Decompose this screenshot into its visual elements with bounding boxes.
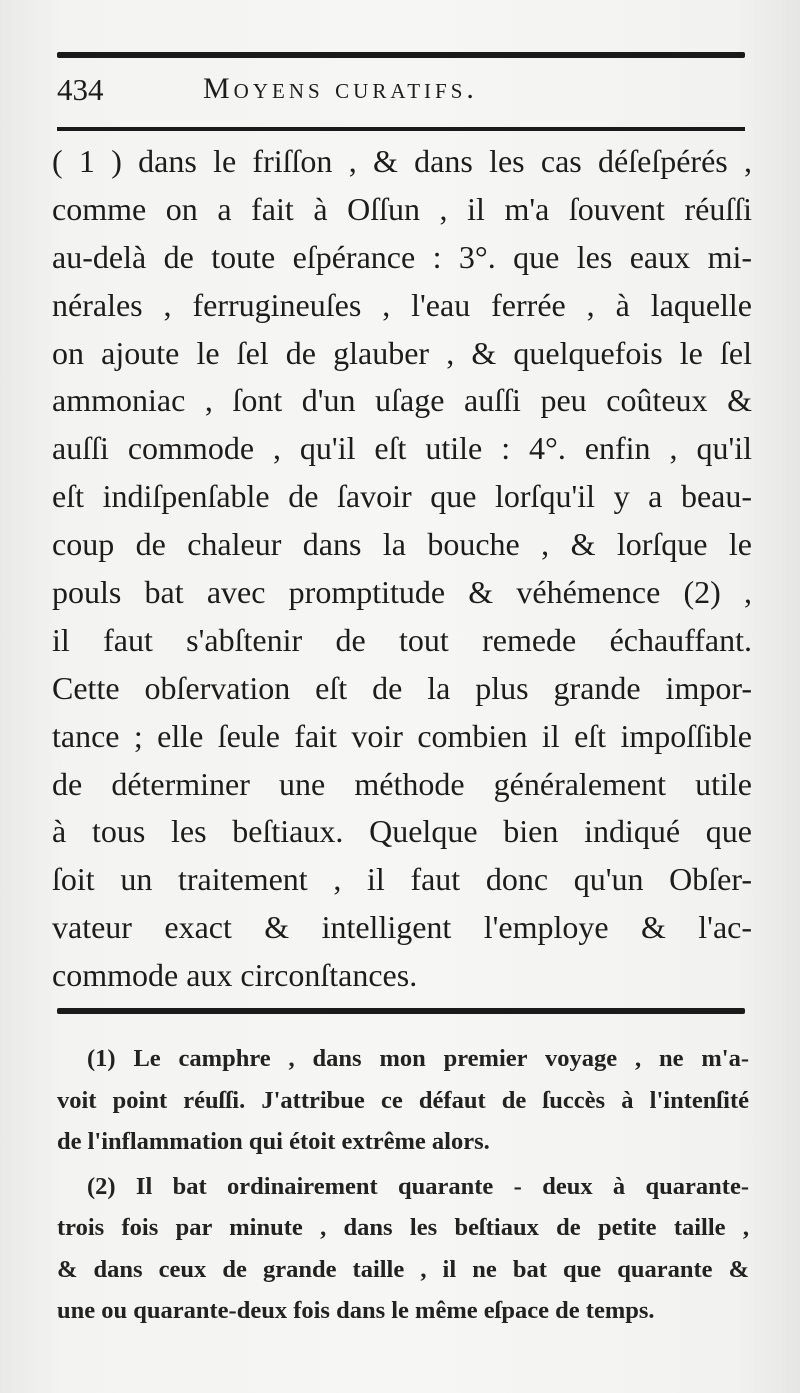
body-line: tance ; elle ſeule fait voir combien il eſt impoſſible (52, 717, 752, 754)
footnote-line: (2) Il bat ordinairement quarante - deux à quarante- (87, 1172, 749, 1200)
body-line: à tous les beſtiaux. Quelque bien indiqué que (52, 813, 752, 850)
footnote-line: de l'inflammation qui étoit extrême alors. (57, 1128, 490, 1155)
footnote-2 (57, 1166, 749, 1332)
body-line: de déterminer une méthode généralement utile (52, 765, 752, 802)
body-line: au-delà de toute eſpérance : 3°. que les eaux mi- (52, 238, 752, 275)
header-rule (57, 127, 745, 131)
body-line: coup de chaleur dans la bouche , & lorſque le (52, 526, 752, 563)
body-line: ammoniac , ſont d'un uſage auſſi peu coûteux & (52, 382, 752, 419)
body-line: on ajoute le ſel de glauber , & quelquefois le ſel (52, 334, 752, 371)
footnote-line: trois fois par minute , dans les beſtiaux de petite taille , (57, 1214, 749, 1241)
body-line: pouls bat avec promptitude & véhémence (2) , (52, 574, 752, 611)
body-line: ( 1 ) dans le friſſon , & dans les cas déſeſpérés , (52, 143, 752, 179)
body-line: nérales , ferrugineuſes , l'eau ferrée , à laquelle (52, 286, 752, 323)
footnote-line: voit point réuſſi. J'attribue ce défaut de ſuccès à l'intenſité (57, 1086, 749, 1114)
page-number: 434 (57, 72, 104, 107)
footnote-line: une ou quarante-deux fois dans le même eſpace de temps. (57, 1297, 655, 1324)
body-line: ſoit un traitement , il faut donc qu'un Obſer- (52, 861, 752, 898)
page-header (57, 68, 745, 118)
footnote-line: (1) Le camphre , dans mon premier voyage , ne m'a- (87, 1045, 749, 1072)
footnote-rule (57, 1008, 745, 1014)
body-line: Cette obſervation eſt de la plus grande impor- (52, 669, 752, 706)
footnote-line: & dans ceux de grande taille , il ne bat que quarante & (57, 1255, 749, 1283)
body-line: vateur exact & intelligent l'employe & l'ac- (52, 909, 752, 946)
body-line: eſt indiſpenſable de ſavoir que lorſqu'il y a beau- (52, 478, 752, 515)
body-line: commode aux circonſtances. (52, 957, 418, 994)
body-line: comme on a fait à Oſſun , il m'a ſouvent réuſſi (52, 190, 752, 227)
body-line: il faut s'abſtenir de tout remede échauffant. (52, 621, 752, 658)
body-line: auſſi commode , qu'il eſt utile : 4°. enfin , qu'il (52, 430, 752, 467)
footnote-1 (57, 1038, 749, 1163)
footnotes (57, 1038, 749, 1332)
top-rule (57, 52, 745, 58)
body-text (52, 138, 752, 1000)
running-head: Moyens curatifs. (203, 72, 478, 105)
